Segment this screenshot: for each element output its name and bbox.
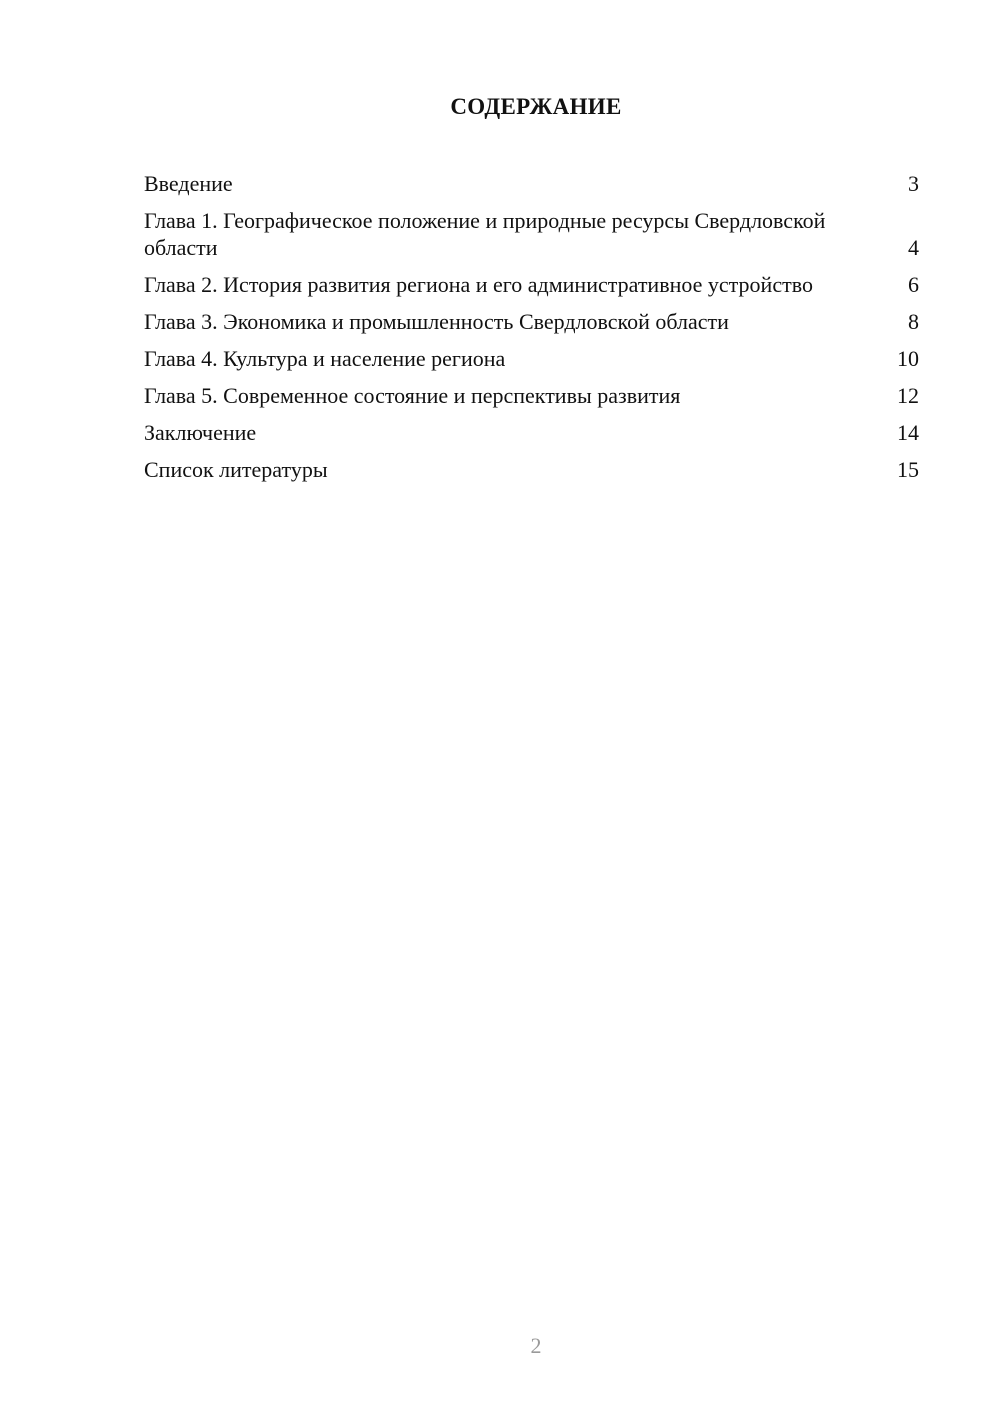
toc-entry-page: 10 — [897, 346, 919, 371]
toc-entry-page: 8 — [908, 309, 919, 334]
toc-entry-title: Глава 5. Современное состояние и перспективы развития — [144, 383, 681, 408]
toc-entry-chapter-5[interactable] — [144, 382, 919, 409]
toc-entry-references[interactable] — [144, 456, 919, 483]
toc-entry-page: 12 — [897, 383, 919, 408]
toc-entry-page: 6 — [908, 272, 919, 297]
toc-entry-title: Глава 1. Географическое положение и природные ресурсы Свердловской области — [144, 208, 826, 260]
toc-entry-introduction[interactable] — [144, 170, 919, 197]
toc-entry-title: Введение — [144, 171, 233, 196]
toc-entry-title: Глава 2. История развития региона и его административное устройство — [144, 272, 813, 297]
toc-entry-conclusion[interactable] — [144, 419, 919, 446]
toc-entry-title: Глава 4. Культура и население региона — [144, 346, 506, 371]
toc-entry-page: 14 — [897, 420, 919, 445]
table-of-contents — [144, 170, 919, 493]
toc-entry-title: Глава 3. Экономика и промышленность Свердловской области — [144, 309, 729, 334]
toc-entry-chapter-4[interactable] — [144, 345, 919, 372]
toc-entry-title: Заключение — [144, 420, 257, 445]
page-title: СОДЕРЖАНИЕ — [450, 94, 622, 119]
toc-entry-chapter-1[interactable] — [144, 207, 919, 261]
toc-entry-page: 4 — [908, 235, 919, 260]
toc-entry-chapter-2[interactable] — [144, 271, 919, 298]
toc-entry-page: 3 — [908, 171, 919, 196]
toc-entry-page: 15 — [897, 457, 919, 482]
toc-entry-title: Список литературы — [144, 457, 328, 482]
toc-entry-chapter-3[interactable] — [144, 308, 919, 335]
page-number: 2 — [530, 1333, 542, 1358]
